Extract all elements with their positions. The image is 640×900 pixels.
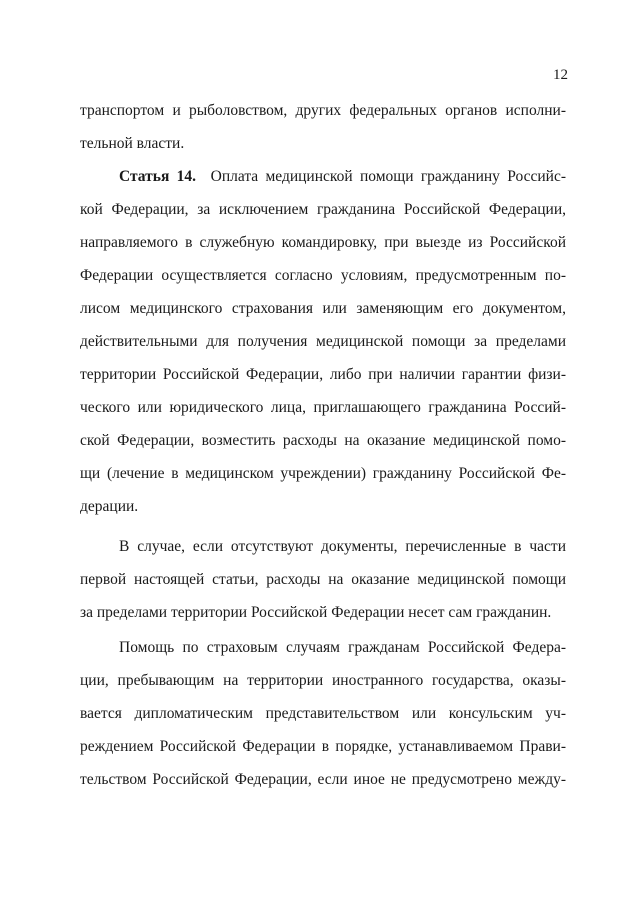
text-line	[80, 160, 566, 193]
paragraph-missing-documents	[80, 530, 566, 629]
paragraph-insurance-cases	[80, 631, 566, 796]
text-line: В случае, если отсутствуют документы, перечисленные в части	[119, 538, 566, 555]
text-line: Помощь по страховым случаям гражданам Российской Федера-	[119, 639, 566, 656]
text-line: тельной власти.	[80, 135, 185, 152]
paragraph-continuation	[80, 94, 566, 160]
text-line: кой Федерации, за исключением гражданина Российской Федерации,	[80, 201, 566, 218]
text-line: направляемого в служебную командировку, при выезде из Российской	[80, 234, 566, 251]
text-line: транспортом и рыболовством, других федеральных органов исполни-	[80, 102, 566, 119]
text-line: лисом медицинского страхования или заменяющим его документом,	[80, 300, 566, 317]
text-line: территории Российской Федерации, либо при наличии гарантии физи-	[80, 366, 566, 383]
text-line: Федерации осуществляется согласно условиям, предусмотренным по-	[80, 267, 566, 284]
article-14-paragraph	[80, 160, 566, 523]
page-number: 12	[553, 67, 568, 83]
text-line: ческого или юридического лица, приглашающего гражданина Россий-	[80, 399, 566, 416]
text-line: щи (лечение в медицинском учреждении) гражданину Российской Фе-	[80, 465, 566, 482]
text-line: реждением Российской Федерации в порядке, устанавливаемом Прави-	[80, 738, 566, 755]
text-line: дерации.	[80, 498, 139, 515]
text-line: действительными для получения медицинской помощи за пределами	[80, 333, 566, 350]
text-line: первой настоящей статьи, расходы на оказание медицинской помощи	[80, 571, 566, 588]
article-first-line: Оплата медицинской помощи гражданину Российс-	[210, 168, 566, 185]
text-line: за пределами территории Российской Федерации несет сам гражданин.	[80, 604, 552, 621]
text-line: ской Федерации, возместить расходы на оказание медицинской помо-	[80, 432, 566, 449]
text-line: тельством Российской Федерации, если иное не предусмотрено между-	[80, 771, 566, 788]
text-line: вается дипломатическим представительством или консульским уч-	[80, 705, 566, 722]
article-label: Статья 14.	[119, 168, 197, 185]
text-line: ции, пребывающим на территории иностранного государства, оказы-	[80, 672, 566, 689]
